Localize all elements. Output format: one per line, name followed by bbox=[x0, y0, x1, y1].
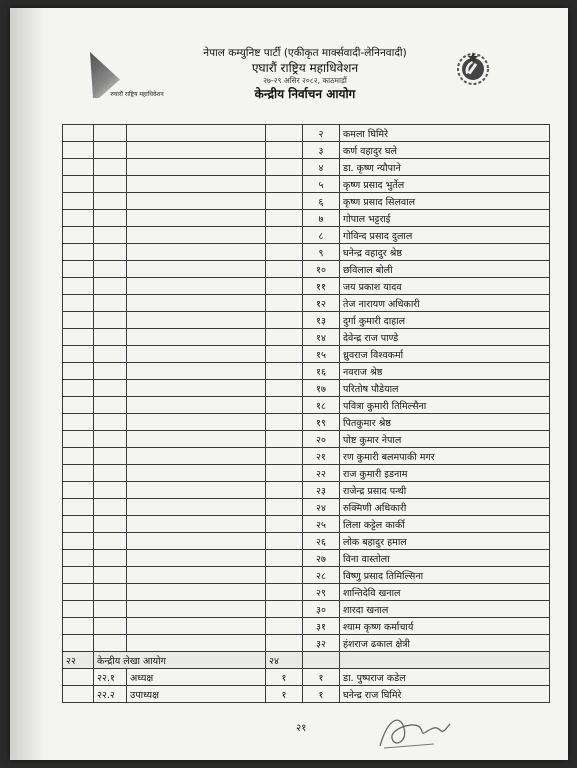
seat-count-cell bbox=[266, 159, 303, 176]
seat-count-cell bbox=[266, 142, 303, 159]
commission-title: केन्द्रीय निर्वाचन आयोग bbox=[254, 87, 356, 101]
post-title-cell bbox=[127, 329, 266, 346]
document-header bbox=[160, 46, 450, 102]
section-number-cell bbox=[63, 431, 94, 448]
section-number-cell bbox=[63, 346, 94, 363]
post-title-cell bbox=[127, 414, 266, 431]
candidate-name-cell: घनेन्द्र राज घिमिरे bbox=[340, 686, 550, 703]
section-number-cell bbox=[63, 295, 94, 312]
post-title-cell bbox=[127, 516, 266, 533]
seat-count-cell bbox=[266, 431, 303, 448]
table-row bbox=[63, 244, 550, 261]
subsection-code-cell bbox=[94, 567, 127, 584]
subsection-code-cell bbox=[94, 499, 127, 516]
serial-number-cell: ३१ bbox=[303, 618, 340, 635]
subsection-code-cell bbox=[94, 295, 127, 312]
seat-count-cell bbox=[266, 380, 303, 397]
section-number-cell bbox=[63, 244, 94, 261]
subsection-code-cell bbox=[94, 329, 127, 346]
subsection-code-cell bbox=[94, 244, 127, 261]
table-row bbox=[63, 499, 550, 516]
seat-count-cell bbox=[266, 618, 303, 635]
subsection-code-cell bbox=[94, 601, 127, 618]
serial-number-cell: ४ bbox=[303, 159, 340, 176]
serial-number-cell: २ bbox=[303, 125, 340, 142]
post-title-cell bbox=[127, 397, 266, 414]
section-total-cell: २४ bbox=[266, 652, 303, 669]
subsection-code-cell bbox=[94, 176, 127, 193]
subsection-code-cell bbox=[94, 618, 127, 635]
table-row bbox=[63, 210, 550, 227]
convention-dates: २७-२९ असिर २०८२, काठमाडौं bbox=[263, 76, 347, 85]
subsection-code-cell bbox=[94, 584, 127, 601]
table-row bbox=[63, 159, 550, 176]
subsection-code-cell bbox=[94, 635, 127, 652]
post-title-cell bbox=[127, 618, 266, 635]
subsection-code-cell bbox=[94, 159, 127, 176]
document-page bbox=[10, 8, 568, 760]
page-number: २१ bbox=[296, 723, 307, 734]
seat-count-cell bbox=[266, 567, 303, 584]
seat-count-cell bbox=[266, 414, 303, 431]
post-title-cell bbox=[127, 482, 266, 499]
section-number-cell bbox=[63, 397, 94, 414]
table-row bbox=[63, 193, 550, 210]
candidate-name-cell bbox=[340, 652, 550, 669]
post-title-cell bbox=[127, 261, 266, 278]
candidate-name-cell: पवित्रा कुमारी तिमिल्सैना bbox=[340, 397, 550, 414]
table-row bbox=[63, 686, 550, 703]
seat-count-cell bbox=[266, 125, 303, 142]
candidate-name-cell: कृष्ण प्रसाद भुर्तेल bbox=[340, 176, 550, 193]
post-title-cell bbox=[127, 465, 266, 482]
table-row bbox=[63, 346, 550, 363]
candidate-name-cell: शारदा खनाल bbox=[340, 601, 550, 618]
seat-count-cell bbox=[266, 584, 303, 601]
subsection-code-cell bbox=[94, 227, 127, 244]
candidate-name-cell: गोविन्द प्रसाद दुलाल bbox=[340, 227, 550, 244]
subsection-code-cell bbox=[94, 550, 127, 567]
subsection-code-cell bbox=[94, 414, 127, 431]
serial-number-cell: १७ bbox=[303, 380, 340, 397]
serial-number-cell: ६ bbox=[303, 193, 340, 210]
serial-number-cell: १८ bbox=[303, 397, 340, 414]
seat-count-cell bbox=[266, 312, 303, 329]
table-row bbox=[63, 312, 550, 329]
subsection-code-cell bbox=[94, 431, 127, 448]
table-row bbox=[63, 380, 550, 397]
section-number-cell bbox=[63, 584, 94, 601]
convention-logo bbox=[84, 52, 168, 108]
seat-count-cell bbox=[266, 193, 303, 210]
section-number-cell bbox=[63, 567, 94, 584]
party-name: नेपाल कम्युनिष्ट पार्टी (एकीकृत मार्क्सवादी-लेनिनवादी) bbox=[203, 47, 407, 59]
table-row bbox=[63, 363, 550, 380]
serial-number-cell: २७ bbox=[303, 550, 340, 567]
serial-number-cell: ३ bbox=[303, 142, 340, 159]
post-title-cell bbox=[127, 584, 266, 601]
serial-number-cell: १२ bbox=[303, 295, 340, 312]
candidate-name-cell: छविलाल बोली bbox=[340, 261, 550, 278]
section-number-cell bbox=[63, 278, 94, 295]
table-row bbox=[63, 465, 550, 482]
post-title-cell bbox=[127, 142, 266, 159]
candidate-name-cell: डा. कृष्ण न्यौपाने bbox=[340, 159, 550, 176]
page-fold-shadow bbox=[10, 8, 44, 760]
subsection-code-cell bbox=[94, 346, 127, 363]
serial-number-cell: १९ bbox=[303, 414, 340, 431]
seat-count-cell bbox=[266, 448, 303, 465]
candidate-name-cell: लोक बहादुर हमाल bbox=[340, 533, 550, 550]
serial-number-cell: ५ bbox=[303, 176, 340, 193]
table-row bbox=[63, 550, 550, 567]
seat-count-cell bbox=[266, 397, 303, 414]
subsection-code-cell bbox=[94, 516, 127, 533]
candidate-name-cell: हंशराज ढकाल क्षेत्री bbox=[340, 635, 550, 652]
candidate-name-cell: डा. पुष्पराज कडेल bbox=[340, 669, 550, 686]
serial-number-cell: १४ bbox=[303, 329, 340, 346]
section-number-cell bbox=[63, 125, 94, 142]
post-title-cell bbox=[127, 125, 266, 142]
seat-count-cell bbox=[266, 533, 303, 550]
serial-number-cell: १ bbox=[303, 686, 340, 703]
seat-count-cell bbox=[266, 601, 303, 618]
candidate-name-cell: विना वास्तोला bbox=[340, 550, 550, 567]
seat-count-cell bbox=[266, 499, 303, 516]
post-title-cell bbox=[127, 227, 266, 244]
section-number-cell bbox=[63, 601, 94, 618]
candidate-table bbox=[62, 124, 550, 703]
serial-number-cell: २६ bbox=[303, 533, 340, 550]
post-title-cell bbox=[127, 278, 266, 295]
candidate-name-cell: पितकुमार श्रेष्ठ bbox=[340, 414, 550, 431]
subsection-code-cell bbox=[94, 533, 127, 550]
candidate-name-cell: राजेन्द्र प्रसाद पन्थी bbox=[340, 482, 550, 499]
section-title-cell: केन्द्रीय लेखा आयोग bbox=[94, 652, 266, 669]
subsection-code-cell bbox=[94, 193, 127, 210]
candidate-name-cell: विष्णु प्रसाद तिमिल्सिना bbox=[340, 567, 550, 584]
table-row bbox=[63, 176, 550, 193]
table-row bbox=[63, 533, 550, 550]
candidate-name-cell: कमला घिमिरे bbox=[340, 125, 550, 142]
table-row bbox=[63, 397, 550, 414]
candidate-name-cell: दुर्गा कुमारी दाहाल bbox=[340, 312, 550, 329]
serial-number-cell: २१ bbox=[303, 448, 340, 465]
subsection-code-cell bbox=[94, 312, 127, 329]
section-number-cell bbox=[63, 516, 94, 533]
seat-count-cell bbox=[266, 329, 303, 346]
candidate-name-cell: शान्तिदेवि खनाल bbox=[340, 584, 550, 601]
candidate-name-cell: देवेन्द्र राज पाण्डे bbox=[340, 329, 550, 346]
seat-count-cell: १ bbox=[266, 686, 303, 703]
post-title-cell bbox=[127, 346, 266, 363]
candidate-name-cell: जय प्रकाश यादव bbox=[340, 278, 550, 295]
serial-number-cell: ९ bbox=[303, 244, 340, 261]
serial-number-cell bbox=[303, 652, 340, 669]
candidate-name-cell: श्याम कृष्ण कर्माचार्य bbox=[340, 618, 550, 635]
section-number-cell bbox=[63, 329, 94, 346]
table-row bbox=[63, 431, 550, 448]
serial-number-cell: ३० bbox=[303, 601, 340, 618]
table-row bbox=[63, 482, 550, 499]
seat-count-cell bbox=[266, 295, 303, 312]
serial-number-cell: २० bbox=[303, 431, 340, 448]
subsection-code-cell bbox=[94, 482, 127, 499]
subsection-code-cell bbox=[94, 142, 127, 159]
seat-count-cell bbox=[266, 363, 303, 380]
seat-count-cell bbox=[266, 482, 303, 499]
section-number-cell bbox=[63, 669, 94, 686]
seat-count-cell bbox=[266, 210, 303, 227]
post-title-cell bbox=[127, 448, 266, 465]
table-row bbox=[63, 329, 550, 346]
seat-count-cell bbox=[266, 261, 303, 278]
post-title-cell bbox=[127, 176, 266, 193]
table-row bbox=[63, 448, 550, 465]
seat-count-cell bbox=[266, 278, 303, 295]
subsection-code-cell bbox=[94, 465, 127, 482]
section-number-cell bbox=[63, 210, 94, 227]
candidate-name-cell: कृष्ण प्रसाद सिलवाल bbox=[340, 193, 550, 210]
candidate-name-cell: पोष्ट कुमार नेपाल bbox=[340, 431, 550, 448]
seat-count-cell bbox=[266, 635, 303, 652]
post-title-cell bbox=[127, 193, 266, 210]
post-title-cell bbox=[127, 363, 266, 380]
candidate-name-cell: गोपाल भट्टराई bbox=[340, 210, 550, 227]
subsection-code-cell bbox=[94, 125, 127, 142]
post-title-cell bbox=[127, 312, 266, 329]
section-number-cell bbox=[63, 312, 94, 329]
serial-number-cell: २३ bbox=[303, 482, 340, 499]
section-number-cell bbox=[63, 363, 94, 380]
post-title-cell bbox=[127, 635, 266, 652]
subsection-code-cell bbox=[94, 397, 127, 414]
convention-name: एघारौं राष्ट्रिय महाधिवेशन bbox=[251, 61, 359, 75]
subsection-code-cell bbox=[94, 278, 127, 295]
section-number-cell bbox=[63, 414, 94, 431]
seat-count-cell bbox=[266, 465, 303, 482]
subsection-code-cell bbox=[94, 448, 127, 465]
subsection-code-cell bbox=[94, 210, 127, 227]
serial-number-cell: ३२ bbox=[303, 635, 340, 652]
table-row bbox=[63, 601, 550, 618]
seat-count-cell bbox=[266, 346, 303, 363]
candidate-name-cell: घनेन्द्र वहादुर श्रेष्ठ bbox=[340, 244, 550, 261]
post-title-cell bbox=[127, 159, 266, 176]
section-number-cell bbox=[63, 635, 94, 652]
seat-count-cell: १ bbox=[266, 669, 303, 686]
candidate-name-cell: ध्रुवराज विश्वकर्मा bbox=[340, 346, 550, 363]
serial-number-cell: १३ bbox=[303, 312, 340, 329]
section-number-cell bbox=[63, 142, 94, 159]
candidate-name-cell: रुक्मिणी अधिकारी bbox=[340, 499, 550, 516]
candidate-name-cell: तेज नारायण अधिकारी bbox=[340, 295, 550, 312]
table-row bbox=[63, 278, 550, 295]
table-row bbox=[63, 618, 550, 635]
section-number-cell bbox=[63, 159, 94, 176]
serial-number-cell: ७ bbox=[303, 210, 340, 227]
serial-number-cell: १० bbox=[303, 261, 340, 278]
post-title-cell bbox=[127, 295, 266, 312]
serial-number-cell: २४ bbox=[303, 499, 340, 516]
post-title-cell bbox=[127, 533, 266, 550]
serial-number-cell: २८ bbox=[303, 567, 340, 584]
candidate-name-cell: रण कुमारी बलमपाकी मगर bbox=[340, 448, 550, 465]
section-number-cell bbox=[63, 380, 94, 397]
post-title-cell: उपाध्यक्ष bbox=[127, 686, 266, 703]
seat-count-cell bbox=[266, 516, 303, 533]
subsection-code-cell: २२.१ bbox=[94, 669, 127, 686]
section-header-row bbox=[63, 652, 550, 669]
section-number-cell bbox=[63, 686, 94, 703]
serial-number-cell: ११ bbox=[303, 278, 340, 295]
serial-number-cell: ८ bbox=[303, 227, 340, 244]
seat-count-cell bbox=[266, 244, 303, 261]
serial-number-cell: २५ bbox=[303, 516, 340, 533]
handwritten-signature bbox=[374, 708, 454, 752]
candidate-name-cell: लिला कट्टेल कार्की bbox=[340, 516, 550, 533]
serial-number-cell: १५ bbox=[303, 346, 340, 363]
post-title-cell bbox=[127, 601, 266, 618]
candidate-name-cell: कर्ण वहादुर घले bbox=[340, 142, 550, 159]
post-title-cell bbox=[127, 567, 266, 584]
table-row bbox=[63, 227, 550, 244]
section-number-cell bbox=[63, 193, 94, 210]
section-number-cell bbox=[63, 261, 94, 278]
section-number-cell bbox=[63, 499, 94, 516]
table-row bbox=[63, 414, 550, 431]
section-number-cell bbox=[63, 550, 94, 567]
table-row bbox=[63, 669, 550, 686]
section-number-cell bbox=[63, 482, 94, 499]
table-row bbox=[63, 125, 550, 142]
post-title-cell bbox=[127, 380, 266, 397]
logo-caption: रुयारौं राष्ट्रिय महाधिवेशन bbox=[110, 91, 164, 98]
post-title-cell bbox=[127, 431, 266, 448]
seat-count-cell bbox=[266, 227, 303, 244]
section-number-cell bbox=[63, 533, 94, 550]
section-number-cell: २२ bbox=[63, 652, 94, 669]
section-number-cell bbox=[63, 465, 94, 482]
post-title-cell bbox=[127, 550, 266, 567]
table-row bbox=[63, 516, 550, 533]
section-number-cell bbox=[63, 227, 94, 244]
subsection-code-cell bbox=[94, 261, 127, 278]
subsection-code-cell bbox=[94, 363, 127, 380]
candidate-name-cell: राज कुमारी इडनाम bbox=[340, 465, 550, 482]
section-number-cell bbox=[63, 176, 94, 193]
table-row bbox=[63, 635, 550, 652]
serial-number-cell: २९ bbox=[303, 584, 340, 601]
seat-count-cell bbox=[266, 176, 303, 193]
table-row bbox=[63, 295, 550, 312]
post-title-cell bbox=[127, 499, 266, 516]
post-title-cell bbox=[127, 244, 266, 261]
serial-number-cell: १ bbox=[303, 669, 340, 686]
post-title-cell bbox=[127, 210, 266, 227]
serial-number-cell: १६ bbox=[303, 363, 340, 380]
section-number-cell bbox=[63, 448, 94, 465]
hammer-sickle-star-emblem-icon bbox=[452, 48, 494, 90]
seat-count-cell bbox=[266, 550, 303, 567]
post-title-cell: अध्यक्ष bbox=[127, 669, 266, 686]
subsection-code-cell bbox=[94, 380, 127, 397]
candidate-name-cell: परितोष पौडेयाल bbox=[340, 380, 550, 397]
table-row bbox=[63, 261, 550, 278]
candidate-name-cell: नवराज श्रेष्ठ bbox=[340, 363, 550, 380]
serial-number-cell: २२ bbox=[303, 465, 340, 482]
table-row bbox=[63, 142, 550, 159]
table-row bbox=[63, 567, 550, 584]
table-row bbox=[63, 584, 550, 601]
subsection-code-cell: २२.२ bbox=[94, 686, 127, 703]
section-number-cell bbox=[63, 618, 94, 635]
